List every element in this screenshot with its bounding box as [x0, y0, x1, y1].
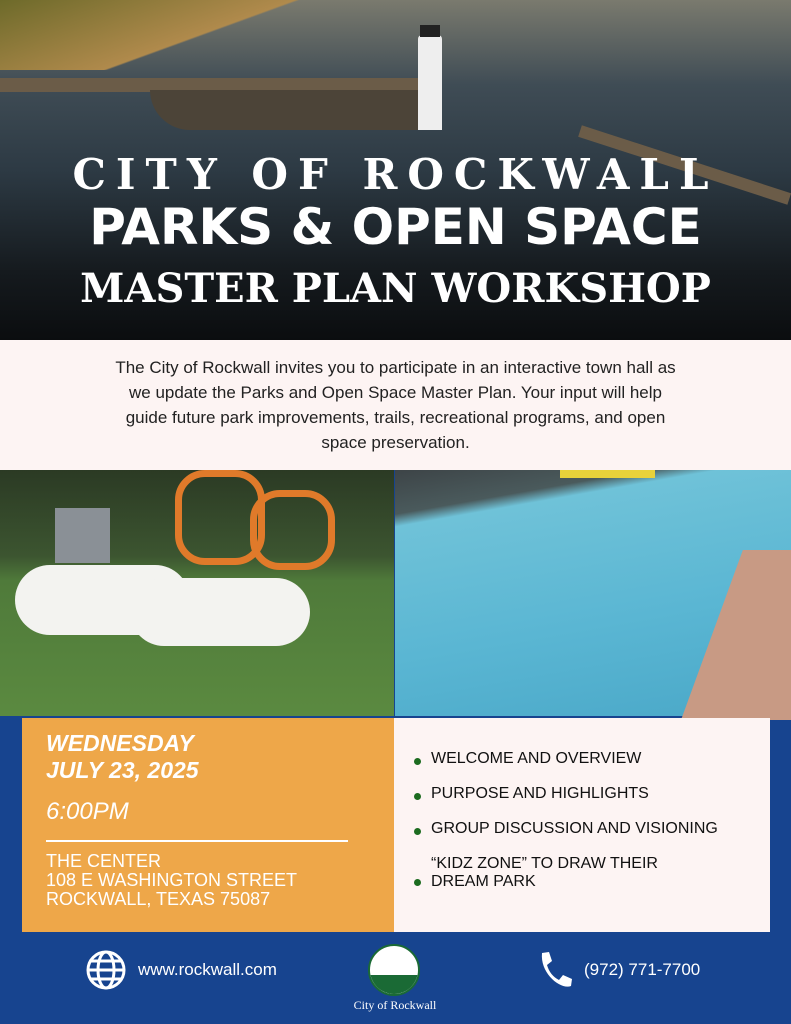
event-date: JULY 23, 2025 [46, 757, 199, 783]
hero-lighthouse-photo [0, 0, 791, 340]
bullet-icon [414, 879, 421, 886]
phone-icon [536, 950, 574, 990]
agenda-list [394, 718, 770, 932]
agenda-text: “KIDZ ZONE” TO DRAW THEIR DREAM PARK [431, 855, 658, 890]
event-time: 6:00PM [46, 798, 129, 825]
agenda-item [414, 785, 770, 803]
logo-text: City of Rockwall [353, 998, 437, 1012]
intro-text: The City of Rockwall invites you to participate in an interactive town hall as we update the Parks and Open Space Master Plan. Your input will help guide future park improvements, trails, recreational programs, and open space preservation. [0, 340, 791, 470]
agenda-item [414, 820, 770, 838]
title-city: CITY OF ROCKWALL [72, 150, 719, 199]
title-parks: PARKS & OPEN SPACE [89, 198, 702, 256]
pool-deck [681, 550, 791, 720]
city-logo [368, 944, 420, 996]
phone-number: (972) 771-7700 [584, 960, 701, 979]
agenda-text: GROUP DISCUSSION AND VISIONING [431, 820, 718, 837]
agenda-text: WELCOME AND OVERVIEW [431, 750, 642, 767]
shoreline [0, 0, 300, 70]
bullet-icon [414, 758, 421, 765]
street: 108 E WASHINGTON STREET [46, 870, 298, 890]
title-workshop: MASTER PLAN WORKSHOP [80, 265, 711, 312]
event-day: WEDNESDAY [46, 730, 194, 756]
bullet-icon [414, 828, 421, 835]
agenda-text: PURPOSE AND HIGHLIGHTS [431, 785, 649, 802]
phone-link[interactable] [536, 950, 700, 990]
lighthouse [418, 35, 442, 130]
agenda-item [414, 855, 714, 891]
agility-equipment [250, 490, 335, 570]
venue: THE CENTER [46, 851, 162, 871]
city: ROCKWALL, TEXAS 75087 [46, 889, 271, 909]
pool-photo [395, 470, 791, 716]
bullet-icon [414, 793, 421, 800]
website-link[interactable] [86, 950, 277, 990]
umbrella [560, 470, 655, 478]
divider [46, 840, 348, 842]
dog [130, 578, 310, 646]
website-text: www.rockwall.com [138, 960, 277, 979]
sign [55, 508, 110, 563]
event-details [22, 718, 394, 932]
dogs-photo [0, 470, 394, 716]
agenda-item [414, 750, 770, 768]
globe-icon [86, 950, 126, 990]
breakwater [150, 90, 420, 130]
